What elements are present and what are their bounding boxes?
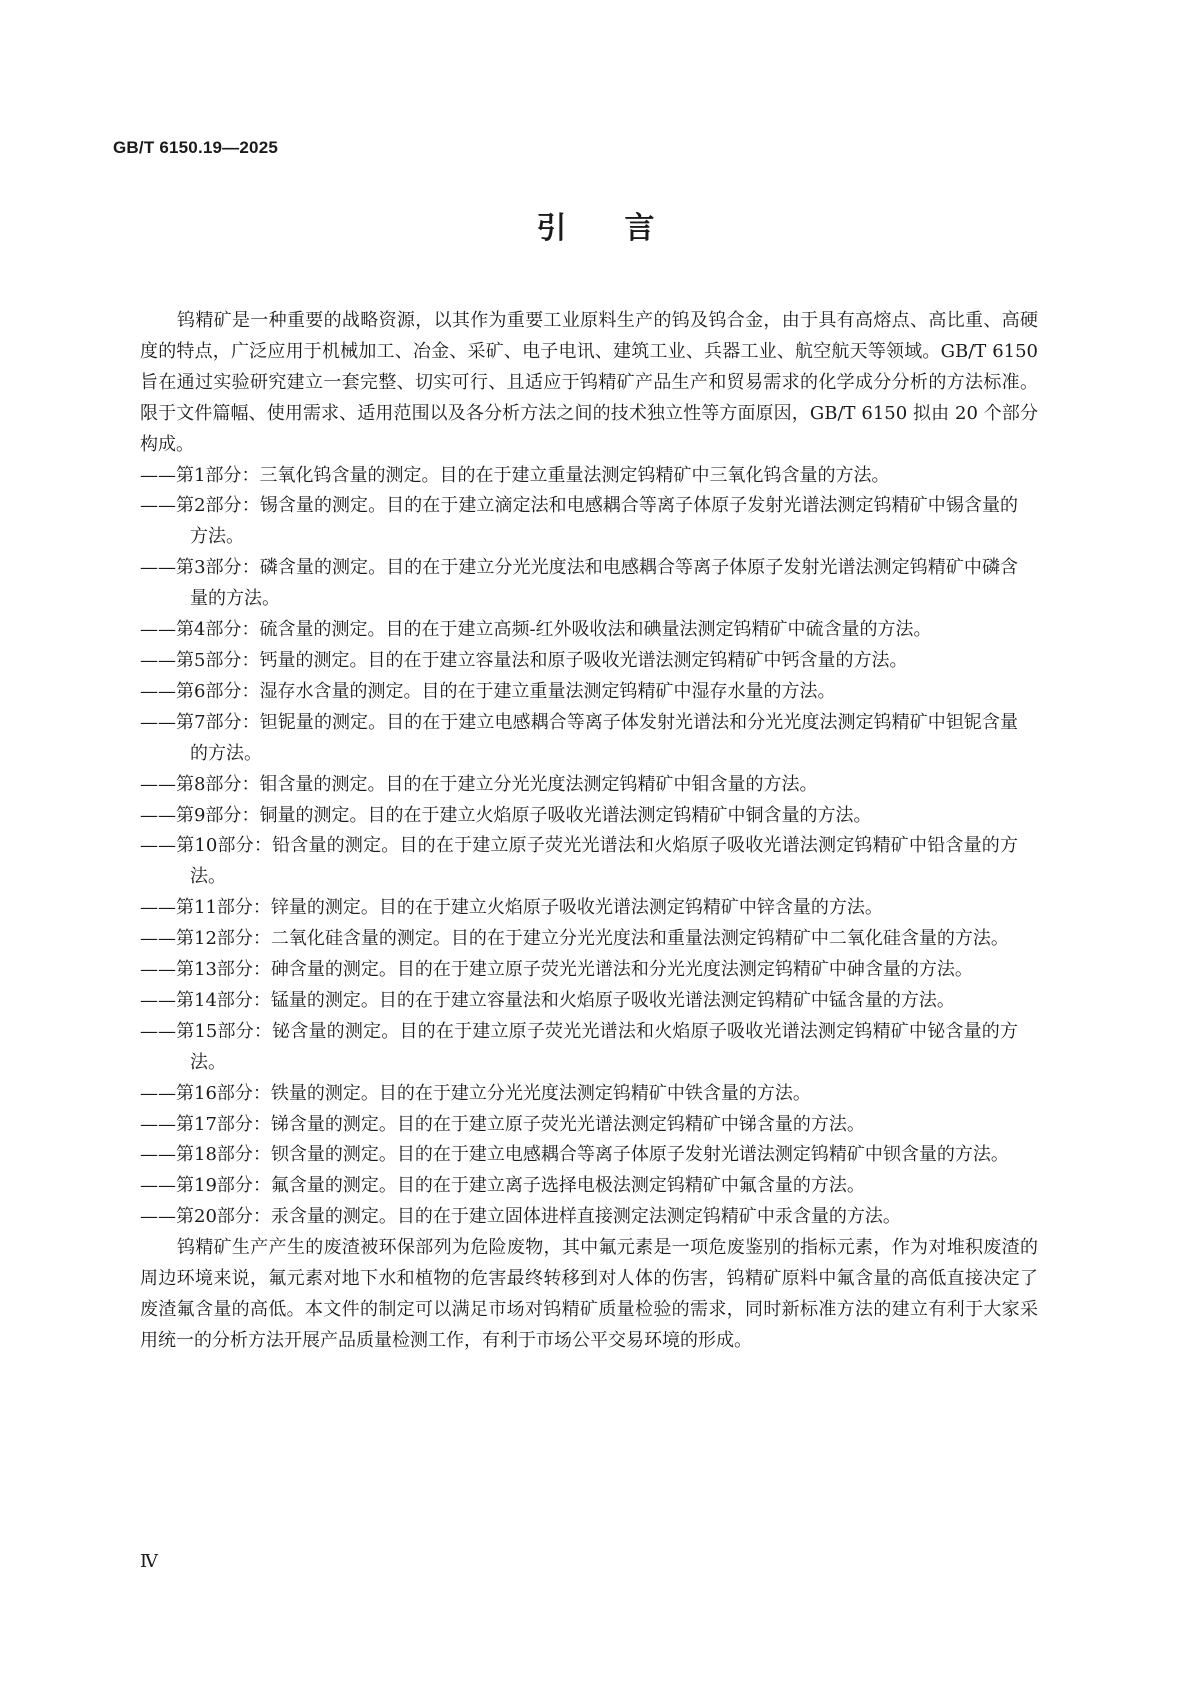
closing-paragraph: 钨精矿生产产生的废渣被环保部列为危险废物，其中氟元素是一项危废鉴别的指标元素，作为对堆积废渣的周边环境来说，氟元素对地下水和植物的危害最终转移到对人体的伤害，钨精矿原料中氟含量的高低直接决定了废渣氟含量的高低。本文件的制定可以满足市场对钨精矿质量检验的需求，同时新标准方法的建立有利于大家采用统一的分析方法开展产品质量检测工作，有利于市场公平交易环境的形成。 — [140, 1237, 1038, 1351]
list-item: ——第9部分：铜量的测定。目的在于建立火焰原子吸收光谱法测定钨精矿中铜含量的方法。 — [140, 804, 872, 826]
list-item: ——第11部分：锌量的测定。目的在于建立火焰原子吸收光谱法测定钨精矿中锌含量的方法。 — [140, 897, 883, 919]
standard-code: GB/T 6150.19—2025 — [113, 138, 278, 157]
list-item: ——第13部分：砷含量的测定。目的在于建立原子荧光光谱法和分光光度法测定钨精矿中砷含量的方法。 — [140, 959, 973, 981]
list-item: ——第6部分：湿存水含量的测定。目的在于建立重量法测定钨精矿中湿存水量的方法。 — [140, 680, 836, 702]
list-item: ——第10部分：铅含量的测定。目的在于建立原子荧光光谱法和火焰原子吸收光谱法测定钨精矿中铅含量的方法。 — [140, 835, 1018, 888]
list-item: ——第17部分：锑含量的测定。目的在于建立原子荧光光谱法测定钨精矿中锑含量的方法。 — [140, 1113, 865, 1135]
list-item: ——第7部分：钽铌量的测定。目的在于建立电感耦合等离子体发射光谱法和分光光度法测定钨精矿中钽铌含量的方法。 — [140, 711, 1018, 764]
list-item: ——第8部分：钼含量的测定。目的在于建立分光光度法测定钨精矿中钼含量的方法。 — [140, 773, 818, 795]
list-item: ——第1部分：三氧化钨含量的测定。目的在于建立重量法测定钨精矿中三氧化钨含量的方法。 — [140, 464, 890, 486]
list-item: ——第5部分：钙量的测定。目的在于建立容量法和原子吸收光谱法测定钨精矿中钙含量的方法。 — [140, 649, 908, 671]
list-item: ——第2部分：锡含量的测定。目的在于建立滴定法和电感耦合等离子体原子发射光谱法测定钨精矿中锡含量的方法。 — [140, 495, 1018, 548]
page-number: Ⅳ — [140, 1551, 158, 1572]
list-item: ——第12部分：二氧化硅含量的测定。目的在于建立分光光度法和重量法测定钨精矿中二氧化硅含量的方法。 — [140, 928, 1009, 950]
parts-list — [140, 461, 1038, 1234]
list-item: ——第18部分：钡含量的测定。目的在于建立电感耦合等离子体原子发射光谱法测定钨精矿中钡含量的方法。 — [140, 1144, 1009, 1166]
list-item: ——第15部分：铋含量的测定。目的在于建立原子荧光光谱法和火焰原子吸收光谱法测定钨精矿中铋含量的方法。 — [140, 1020, 1018, 1073]
list-item: ——第19部分：氟含量的测定。目的在于建立离子选择电极法测定钨精矿中氟含量的方法。 — [140, 1175, 865, 1197]
intro-paragraph: 钨精矿是一种重要的战略资源，以其作为重要工业原料生产的钨及钨合金，由于具有高熔点、高比重、高硬度的特点，广泛应用于机械加工、冶金、采矿、电子电讯、建筑工业、兵器工业、航空航天等领域。GB/T 6150 旨在通过实验研究建立一套完整、切实可行、且适应于钨精矿产品生产和贸易需求的化学成分分析的方法标准。限于文件篇幅、使用需求、适用范围以及各分析方法之间的技术独立性等方面原因，GB/T 6150 拟由 20 个部分构成。 — [140, 310, 1038, 455]
document-body — [140, 306, 1038, 1357]
list-item: ——第20部分：汞含量的测定。目的在于建立固体进样直接测定法测定钨精矿中汞含量的方法。 — [140, 1206, 901, 1228]
list-item: ——第16部分：铁量的测定。目的在于建立分光光度法测定钨精矿中铁含量的方法。 — [140, 1082, 811, 1104]
list-item: ——第3部分：磷含量的测定。目的在于建立分光光度法和电感耦合等离子体原子发射光谱法测定钨精矿中磷含量的方法。 — [140, 557, 1018, 610]
list-item: ——第4部分：硫含量的测定。目的在于建立高频-红外吸收法和碘量法测定钨精矿中硫含量的方法。 — [140, 619, 932, 641]
page-title: 引言 — [536, 211, 713, 246]
list-item: ——第14部分：锰量的测定。目的在于建立容量法和火焰原子吸收光谱法测定钨精矿中锰含量的方法。 — [140, 989, 955, 1011]
